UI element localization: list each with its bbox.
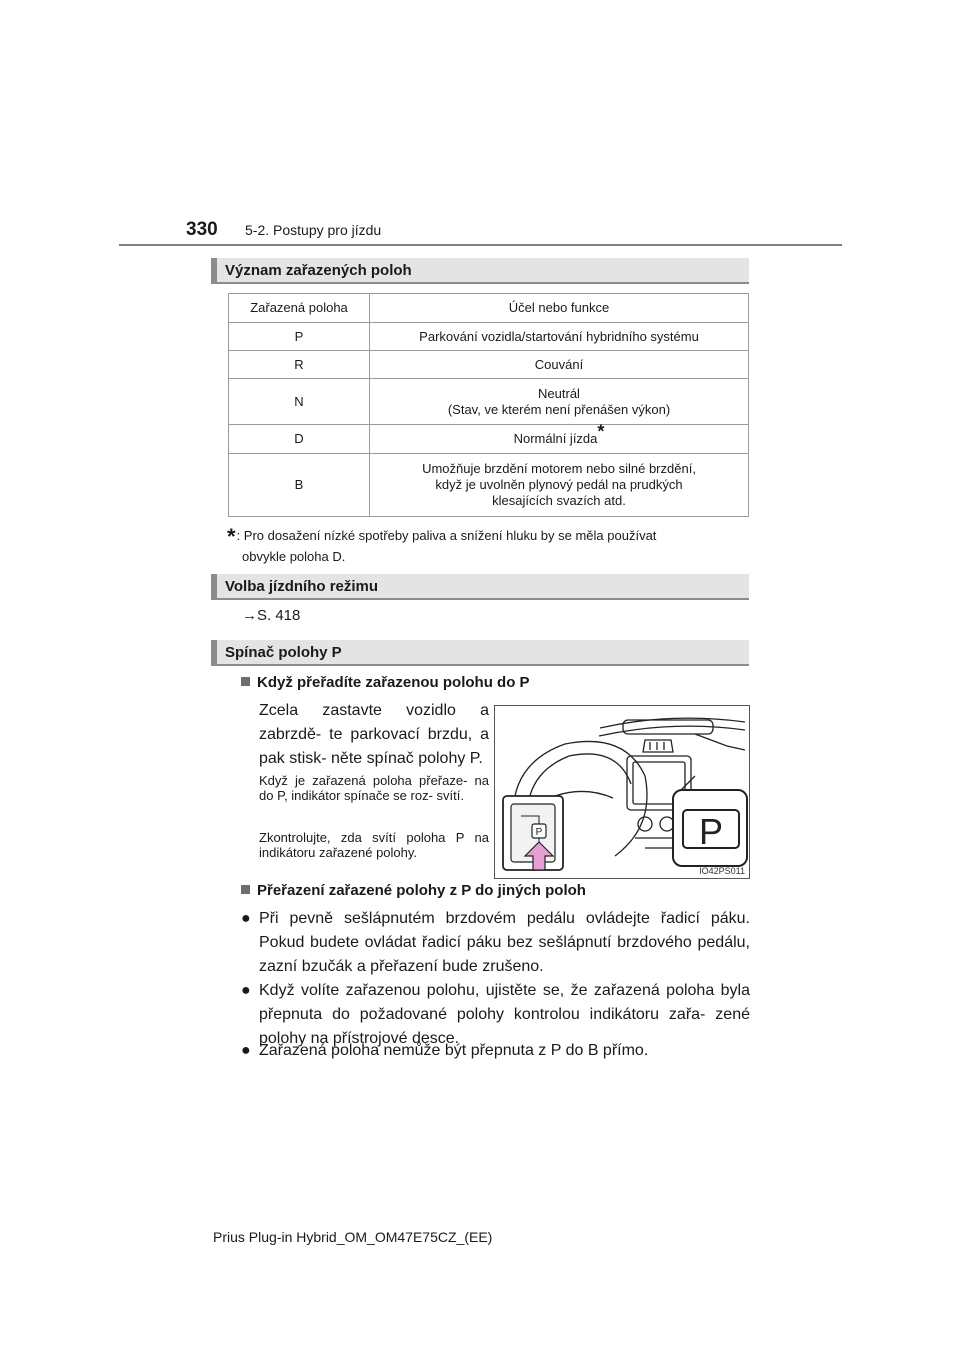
bullet-dot-icon: ● xyxy=(241,910,251,927)
dashboard-drawing xyxy=(495,706,750,879)
shift-positions-table xyxy=(228,293,749,517)
table-cell-position: P xyxy=(229,323,370,351)
table-cell-position: B xyxy=(229,454,370,517)
list-item-text: Zařazená poloha nemůže být přepnuta z P do B přímo. xyxy=(259,1042,649,1059)
bullet-dot-icon: ● xyxy=(241,982,251,999)
switch-letter: P xyxy=(535,827,543,838)
figure-code: IO42PS011 xyxy=(699,866,745,876)
list-item xyxy=(241,1039,750,1063)
footnote-marker: * xyxy=(597,421,605,442)
table-row xyxy=(229,425,749,454)
table-row xyxy=(229,454,749,517)
note-indicator: Když je zařazená poloha přeřaze- na do P, indikátor spínače se roz- svítí. xyxy=(259,773,489,803)
footnote xyxy=(227,522,750,567)
instruction-text: Zcela zastavte vozidlo a zabrzdě- te parkovací brzdu, a pak stisk- něte spínač polohy P. xyxy=(259,702,489,767)
table-row xyxy=(229,323,749,351)
table-header-function: Účel nebo funkce xyxy=(370,294,749,323)
table-header-row xyxy=(229,294,749,323)
square-bullet-icon xyxy=(241,677,250,686)
list-item-text: Když volíte zařazenou polohu, ujistěte se, že zařazená poloha byla přepnuta do požadované polohy kontrolou indikátoru zařa- zené polohy na přístrojové desce. xyxy=(259,982,750,1047)
table-row xyxy=(229,351,749,379)
subheading-label: Když přeřadíte zařazenou polohu do P xyxy=(257,674,530,691)
enlarged-p-letter: P xyxy=(698,811,724,852)
table-cell-position: D xyxy=(229,425,370,454)
subheading-shift-to-p xyxy=(241,674,530,691)
table-row xyxy=(229,379,749,425)
section-heading-positions xyxy=(211,258,749,284)
footnote-text-2: obvykle poloha D. xyxy=(242,549,346,564)
table-cell-function: Couvání xyxy=(370,351,749,379)
square-bullet-icon xyxy=(241,885,250,894)
section-heading-p-switch xyxy=(211,640,749,666)
footnote-star: * xyxy=(227,524,236,549)
page-reference-link[interactable]: →S. 418 xyxy=(242,607,301,624)
subheading-label: Přeřazení zařazené polohy z P do jiných poloh xyxy=(257,882,586,899)
footnote-text-1: : Pro dosažení nízké spotřeby paliva a snížení hluku by se měla používat xyxy=(236,528,657,543)
page-number: 330 xyxy=(186,219,218,240)
document-footer: Prius Plug-in Hybrid_OM_OM47E75CZ_(EE) xyxy=(213,1229,493,1245)
table-cell-position: R xyxy=(229,351,370,379)
header-rule xyxy=(119,244,842,246)
table-header-position: Zařazená poloha xyxy=(229,294,370,323)
subheading-shift-from-p xyxy=(241,882,586,899)
table-cell-function: Parkování vozidla/startování hybridního systému xyxy=(370,323,749,351)
list-item-text: Při pevně sešlápnutém brzdovém pedálu ovládejte řadicí páku. Pokud budete ovládat řadicí páku bez sešlápnutí brzdového pedálu, zazní bzučák a přeřazení bude zrušeno. xyxy=(259,910,750,975)
p-switch-illustration xyxy=(494,705,750,879)
section-heading-label: Spínač polohy P xyxy=(225,644,342,661)
table-cell-position: N xyxy=(229,379,370,425)
table-cell-function: Umožňuje brzdění motorem nebo silné brzdění, když je uvolněn plynový pedál na prudkých klesajících svazích atd. xyxy=(370,454,749,517)
chapter-title: 5-2. Postupy pro jízdu xyxy=(245,222,382,238)
bullet-dot-icon: ● xyxy=(241,1042,251,1059)
section-heading-label: Význam zařazených poloh xyxy=(225,262,412,279)
list-item xyxy=(241,907,750,979)
table-cell-function: Normální jízda* xyxy=(370,425,749,454)
note-check: Zkontrolujte, zda svítí poloha P na indikátoru zařazené polohy. xyxy=(259,830,489,860)
table-cell-function: Neutrál (Stav, ve kterém není přenášen výkon) xyxy=(370,379,749,425)
section-heading-label: Volba jízdního režimu xyxy=(225,578,379,595)
section-heading-drive-mode xyxy=(211,574,749,600)
